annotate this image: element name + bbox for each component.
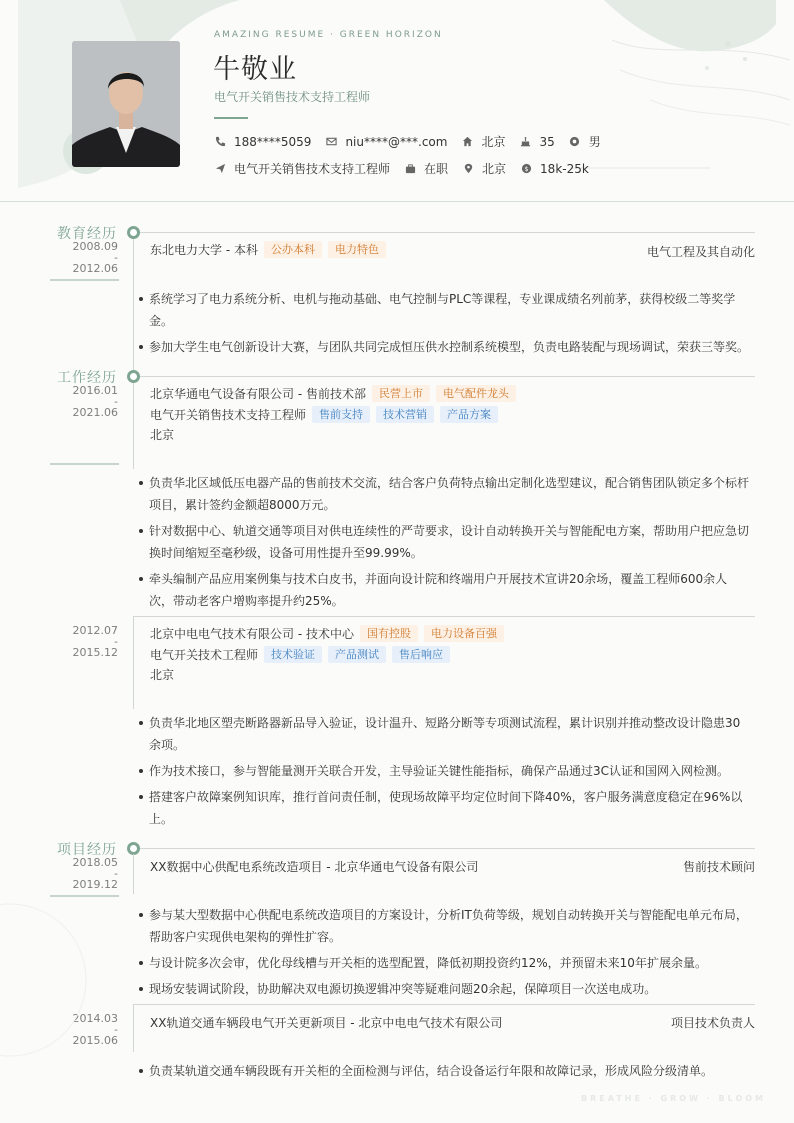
job-location: 北京 bbox=[150, 428, 175, 442]
education-date-end: 2012.06 bbox=[72, 262, 118, 275]
job-date-sep: - bbox=[114, 635, 118, 648]
list-item: 针对数据中心、轨道交通等项目对供电连续性的严苛要求，设计自动转换开关与智能配电方案，帮助用户把应急切换时间缩短至毫秒级，设备可用性提升至99.99%。 bbox=[137, 520, 751, 564]
list-item: 与设计院多次会审，优化母线槽与开关柜的选型配置，降低初期投资约12%，并预留未来10年扩展余量。 bbox=[137, 952, 751, 974]
phone-icon bbox=[214, 136, 226, 148]
cake-icon bbox=[519, 136, 531, 148]
project-date-end: 2015.06 bbox=[72, 1034, 118, 1047]
job-role: 电气开关技术工程师 bbox=[150, 648, 259, 662]
timeline-line bbox=[133, 854, 134, 894]
timeline-line bbox=[133, 238, 134, 469]
job-date-start: 2016.01 bbox=[72, 384, 118, 397]
project-bullets bbox=[137, 904, 751, 1004]
briefcase-icon bbox=[404, 163, 416, 175]
job-divider bbox=[134, 616, 755, 617]
company-tag: 电气配件龙头 bbox=[436, 385, 516, 402]
salary-text: 18k-25k bbox=[540, 161, 589, 176]
project-date-sep: - bbox=[114, 1023, 118, 1036]
home-icon bbox=[461, 136, 473, 148]
education-section-title: 教育经历 bbox=[57, 226, 117, 242]
company-tag: 民营上市 bbox=[372, 385, 430, 402]
project-name: XX数据中心供配电系统改造项目 - 北京华通电气设备有限公司 bbox=[150, 860, 479, 874]
company-tag: 电力设备百强 bbox=[424, 625, 504, 642]
job-role-line bbox=[150, 406, 498, 423]
project-date-start: 2018.05 bbox=[72, 856, 118, 869]
list-item: 负责华北区域低压电器产品的售前技术交流，结合客户负荷特点输出定制化选型建议，配合销售团队锁定多个标杆项目，累计签约金额超8000万元。 bbox=[137, 472, 751, 516]
job-dates bbox=[50, 625, 118, 658]
education-dates bbox=[50, 241, 118, 274]
job-company-line bbox=[150, 625, 504, 642]
corner-decoration bbox=[0, 900, 90, 1060]
job-intent-row bbox=[214, 160, 603, 177]
company-name: 北京中电电气技术有限公司 - 技术中心 bbox=[150, 627, 354, 641]
resume-tagline: AMAZING RESUME · GREEN HORIZON bbox=[214, 30, 443, 40]
work-section-title: 工作经历 bbox=[57, 370, 117, 386]
job-bullets bbox=[137, 712, 751, 834]
email-item bbox=[325, 135, 447, 149]
mail-icon bbox=[325, 136, 337, 148]
education-entry bbox=[150, 241, 386, 258]
list-item: 现场安装调试阶段，协助解决双电源切换逻辑冲突等疑难问题20余起，保障项目一次送电成功。 bbox=[137, 978, 751, 1000]
role-tag: 技术验证 bbox=[264, 646, 322, 663]
phone-item bbox=[214, 135, 311, 149]
project-divider bbox=[134, 1004, 755, 1005]
job-role: 电气开关销售技术支持工程师 bbox=[150, 408, 307, 422]
project-dates bbox=[50, 857, 118, 890]
education-side-rule bbox=[50, 279, 119, 281]
footer-watermark: BREATHE · GROW · BLOOM bbox=[581, 1094, 766, 1103]
job-date-sep: - bbox=[114, 395, 118, 408]
target-job-item bbox=[214, 160, 390, 177]
candidate-name: 牛敬业 bbox=[213, 54, 297, 85]
salary-item bbox=[520, 162, 589, 176]
job-date-end: 2021.06 bbox=[72, 406, 118, 419]
timeline-line bbox=[133, 616, 134, 709]
project-name-line bbox=[150, 858, 478, 875]
education-divider bbox=[134, 232, 755, 233]
project-bullets bbox=[137, 1060, 751, 1086]
list-item: 搭建客户故障案例知识库，推行首问责任制，使现场故障平均定位时间下降40%，客户服务满意度稳定在96%以上。 bbox=[137, 786, 751, 830]
school-name: 东北电力大学 - 本科 bbox=[150, 243, 258, 257]
header-divider bbox=[0, 201, 794, 202]
send-icon bbox=[214, 163, 226, 175]
gender-text: 男 bbox=[588, 135, 601, 149]
city-text: 北京 bbox=[481, 135, 506, 149]
phone-text: 188****5059 bbox=[234, 134, 312, 149]
status-item bbox=[404, 160, 448, 177]
city-item bbox=[461, 133, 505, 150]
role-tag: 售前支持 bbox=[312, 406, 370, 423]
age-text: 35 bbox=[539, 134, 555, 149]
role-tag: 售后响应 bbox=[392, 646, 450, 663]
education-tag: 电力特色 bbox=[328, 241, 386, 258]
role-tag: 技术营销 bbox=[376, 406, 434, 423]
timeline-line bbox=[133, 1004, 134, 1052]
target-city-item bbox=[462, 160, 506, 177]
title-accent-bar bbox=[214, 117, 248, 119]
education-date-start: 2008.09 bbox=[72, 240, 118, 253]
list-item: 作为技术接口，参与智能量测开关联合开发，主导验证关键性能指标，确保产品通过3C认证和国网入网检测。 bbox=[137, 760, 751, 782]
job-date-end: 2015.12 bbox=[72, 646, 118, 659]
gender-item bbox=[569, 133, 601, 150]
projects-divider bbox=[134, 848, 755, 849]
role-tag: 产品测试 bbox=[328, 646, 386, 663]
list-item: 牵头编制产品应用案例集与技术白皮书，并面向设计院和终端用户开展技术宣讲20余场，覆盖工程师600余人次，带动老客户增购率提升约25%。 bbox=[137, 568, 751, 612]
job-location: 北京 bbox=[150, 668, 175, 682]
list-item: 参与某大型数据中心供配电系统改造项目的方案设计，分析IT负荷等级，规划自动转换开关与智能配电单元布局，帮助客户实现供电架构的弹性扩容。 bbox=[137, 904, 751, 948]
project-role: 售前技术顾问 bbox=[682, 860, 755, 874]
age-item bbox=[519, 135, 554, 149]
education-date-sep: - bbox=[114, 251, 118, 264]
gender-icon bbox=[569, 136, 581, 148]
work-timeline-dot bbox=[127, 370, 140, 383]
list-item: 参加大学生电气创新设计大赛，与团队共同完成恒压供水控制系统模型，负责电路装配与现场调试，荣获三等奖。 bbox=[137, 336, 751, 358]
projects-side-rule bbox=[50, 895, 119, 897]
work-side-rule bbox=[50, 463, 119, 465]
job-role-line bbox=[150, 646, 450, 663]
education-bullets bbox=[137, 288, 751, 362]
email-text: niu****@***.com bbox=[345, 134, 448, 149]
role-tag: 产品方案 bbox=[440, 406, 498, 423]
company-name: 北京华通电气设备有限公司 - 售前技术部 bbox=[150, 387, 366, 401]
job-date-start: 2012.07 bbox=[72, 624, 118, 637]
job-company-line bbox=[150, 385, 516, 402]
project-name-line bbox=[150, 1014, 502, 1031]
project-date-sep: - bbox=[114, 867, 118, 880]
money-icon bbox=[520, 163, 532, 175]
education-tag: 公办本科 bbox=[264, 241, 322, 258]
project-name: XX轨道交通车辆段电气开关更新项目 - 北京中电电气技术有限公司 bbox=[150, 1016, 503, 1030]
education-major: 电气工程及其自动化 bbox=[646, 245, 755, 259]
svg-text:$: $ bbox=[524, 165, 529, 174]
contact-row bbox=[214, 133, 615, 150]
avatar bbox=[72, 41, 180, 167]
project-role: 项目技术负责人 bbox=[670, 1016, 755, 1030]
job-dates bbox=[50, 385, 118, 418]
list-item: 负责华北地区塑壳断路器新品导入验证，设计温升、短路分断等专项测试流程，累计识别并推动整改设计隐患30余项。 bbox=[137, 712, 751, 756]
list-item: 系统学习了电力系统分析、电机与拖动基础、电气控制与PLC等课程，专业课成绩名列前茅，获得校级二等奖学金。 bbox=[137, 288, 751, 332]
job-bullets bbox=[137, 472, 751, 616]
status-text: 在职 bbox=[424, 162, 449, 176]
project-date-start: 2014.03 bbox=[72, 1012, 118, 1025]
candidate-title: 电气开关销售技术支持工程师 bbox=[214, 90, 371, 104]
projects-section-title: 项目经历 bbox=[57, 842, 117, 858]
project-date-end: 2019.12 bbox=[72, 878, 118, 891]
company-tag: 国有控股 bbox=[360, 625, 418, 642]
target-job-text: 电气开关销售技术支持工程师 bbox=[234, 162, 391, 176]
location-pin-icon bbox=[462, 163, 474, 175]
work-divider bbox=[134, 376, 755, 377]
target-city-text: 北京 bbox=[482, 162, 507, 176]
list-item: 负责某轨道交通车辆段既有开关柜的全面检测与评估，结合设备运行年限和故障记录，形成风险分级清单。 bbox=[137, 1060, 751, 1082]
education-timeline-dot bbox=[127, 226, 140, 239]
